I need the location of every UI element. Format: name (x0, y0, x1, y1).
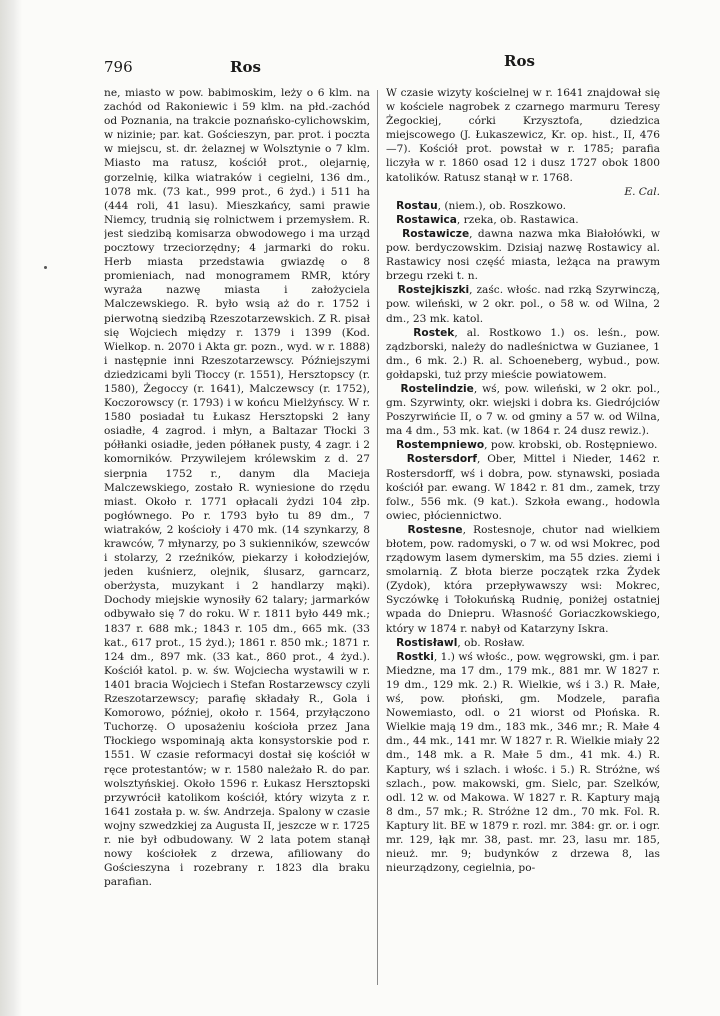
entry-body: wś, pow. wileński, w 2 okr. pol., gm. Szyrwinty, okr. wiejski i dobra ks. Giedrójciów Poszyrwińcie II, o 7 w. od gminy a 57 w. od Wilna, ma 4 dm., 53 mk. kat. (w 1864 r. 24 dusz rewiz.). (386, 382, 660, 438)
right-column (386, 86, 660, 986)
running-head-left: Ros (230, 58, 261, 76)
dictionary-entry: Rostek, al. Rostkowo 1.) os. leśn., pow. ządzborski, należy do nadleśnictwa w Guzianee, 1 dm., 6 mk. 2.) R. al. Schoeneberg, wybud., pow. gołdapski, tuż przy mieście powiatowem. (386, 326, 660, 381)
left-column (104, 86, 370, 986)
dictionary-entry: Rostelindzie, wś, pow. wileński, w 2 okr. pol., gm. Szyrwinty, okr. wiejski i dobra ks. Giedrójciów Poszyrwińcie II, o 7 w. od gminy a 57 w. od Wilna, ma 4 dm., 53 mk. kat. (w 1864 r. 24 dusz rewiz.). (386, 382, 660, 438)
dictionary-entry: Rostempniewo, pow. krobski, ob. Rostępniewo. (396, 439, 658, 452)
entry-headword: Rostejkiszki (397, 284, 470, 297)
entry-headword: Rostau (396, 199, 438, 212)
dictionary-entry: Rostisławl, ob. Rosław. (396, 636, 525, 649)
entry-headword: Rostempniewo (396, 439, 485, 452)
dictionary-entry: Rostawicze, dawna nazwa mka Białołówki, w pow. berdyczowskim. Dzisiaj nazwę Rostawicy al. Rastawicy nosi część miasta, leżąca na prawym brzegu rzeki t. n. (386, 227, 660, 283)
entry-headword: Rostesne (407, 523, 463, 536)
dictionary-entry: Rostejkiszki, zaśc. włośc. nad rzką Szyrwinczą, pow. wileński, w 2 okr. pol., o 58 w. od Wilna, 2 dm., 23 mk. katol. (386, 284, 660, 325)
dictionary-entry: Rostki, 1.) wś włośc., pow. węgrowski, gm. i par. Miedzne, ma 17 dm., 179 mk., 881 mr. W 1827 r. 19 dm., 129 mk. 2.) R. Wielkie, wś i 3.) R. Małe, wś, pow. płoński, gm. Modzele, parafia Nowemiasto, odl. o 21 wiorst od Płońska. R. Wielkie mają 19 dm., 183 mk., 346 mr.; R. Małe 4 dm., 44 mk., 141 mr. W 1827 r. R. Wielkie miały 22 dm., 148 mk. a R. Małe 5 dm., 41 mk. 4.) R. Kaptury, wś i szlach. i włośc. i 5.) R. Stróżne, wś szlach., pow. makowski, gm. Sielc, par. Szelków, odl. 12 w. od Makowa. W 1827 r. R. Kaptury mają 8 dm., 57 mk.; R. Stróżne 12 dm., 70 mk. Fol. R. Kaptury lit. BE w 1879 r. rozl. mr. 384: gr. or. i ogr. mr. 129, łąk mr. 38, past. mr. 23, lasu mr. 185, nieuż. mr. 9; budynków z drzewa 8, las nieurządzony, cegielnia, po- (386, 650, 660, 875)
entry-body: Ober, Mittel i Nieder, 1462 r. Rostersdorff, wś i dobra, pow. stynawski, posiada kościół par. ewang. W 1842 r. 81 dm., zamek, trzy folw., 556 mk. (9 kat.). Szkoła ewang., hodowla owiec, płóciennictwo. (386, 453, 660, 522)
running-head-right: Ros (504, 52, 535, 70)
entry-body: Rostesnoje, chutor nad wielkiem błotem, pow. radomyski, o 7 w. od wsi Mokrec, pod rządowym lasem dymerskim, ma 55 dzies. ziemi i smolarnią. Z błota bierze początek rzka Żydek (Zydok), która przepływawszy wsi: Mokrec, Syczówkę i Tołokuńską Rudnię, poniżej ostatniej wpada do Dniepru. Własność Goriaczkowskiego, który w 1874 r. nabył od Katarzyny Iskra. (386, 523, 660, 635)
entry-headword: Rostawica (396, 213, 457, 226)
entry-headword: Rostelindzie (400, 382, 474, 395)
entry-body: rzeka, ob. Rastawica. (463, 213, 579, 226)
continuation-text: W czasie wizyty kościelnej w r. 1641 znajdował się w kościele nagrobek z czarnego marmuru Teresy Żegockiej, córki Krzysztofa, dziedzica miejscowego (J. Łukaszewicz, Kr. op. hist., II, 476—7). Kościół prot. powstał w r. 1785; parafia liczyła w r. 1860 osad 12 i dusz 1727 obok 1800 katolików. Ratusz stanął w r. 1768. (386, 87, 660, 184)
entry-body: zaśc. włośc. nad rzką Szyrwinczą, pow. wileński, w 2 okr. pol., o 58 w. od Wilna, 2 dm., 23 mk. katol. (386, 284, 660, 325)
entry-headword: Rostawicze (402, 227, 470, 240)
dictionary-entry: Rostawica, rzeka, ob. Rastawica. (396, 213, 579, 226)
dictionary-entry: Rostau, (niem.), ob. Roszkowo. (396, 199, 566, 212)
page-number: 796 (104, 58, 133, 76)
entry-headword: Rostersdorf (406, 453, 477, 466)
column-divider (377, 90, 378, 985)
dictionary-entry: Rostesne, Rostesnoje, chutor nad wielkiem błotem, pow. radomyski, o 7 w. od wsi Mokrec, pod rządowym lasem dymerskim, ma 55 dzies. ziemi i smolarnią. Z błota bierze początek rzka Żydek (Zydok), która przepływawszy wsi: Mokrec, Syczówkę i Tołokuńską Rudnię, poniżej ostatniej wpada do Dniepru. Własność Goriaczkowskiego, który w 1874 r. nabył od Katarzyny Iskra. (386, 523, 660, 635)
entry-body: dawna nazwa mka Białołówki, w pow. berdyczowskim. Dzisiaj nazwę Rostawicy al. Rastawicy nosi część miasta, leżąca na prawym brzegu rzeki t. n. (386, 227, 660, 283)
dictionary-entries (386, 199, 660, 876)
entry-headword: Rostki (396, 650, 434, 663)
scan-speck (44, 266, 47, 269)
dictionary-entry: Rostersdorf, Ober, Mittel i Nieder, 1462 r. Rostersdorff, wś i dobra, pow. stynawski, posiada kościół par. ewang. W 1842 r. 81 dm., zamek, trzy folw., 556 mk. (9 kat.). Szkoła ewang., hodowla owiec, płóciennictwo. (386, 453, 660, 522)
page-header (0, 52, 720, 80)
scan-edge-shadow (0, 0, 22, 1016)
entry-body: pow. krobski, ob. Rostępniewo. (490, 439, 658, 452)
author-signature: E. Cal. (624, 185, 660, 198)
entry-body: 1.) wś włośc., pow. węgrowski, gm. i par. Miedzne, ma 17 dm., 179 mk., 881 mr. W 1827 r. 19 dm., 129 mk. 2.) R. Wielkie, wś i 3.) R. Małe, wś, pow. płoński, gm. Modzele, parafia Nowemiasto, odl. o 21 wiorst od Płońska. R. Wielkie mają 19 dm., 183 mk., 346 mr.; R. Małe 4 dm., 44 mk., 141 mr. W 1827 r. R. Wielkie miały 22 dm., 148 mk. a R. Małe 5 dm., 41 mk. 4.) R. Kaptury, wś i szlach. i włośc. i 5.) R. Stróżne, wś szlach., pow. makowski, gm. Sielc, par. Szelków, odl. 12 w. od Makowa. W 1827 r. R. Kaptury mają 8 dm., 57 mk.; R. Stróżne 12 dm., 70 mk. Fol. R. Kaptury lit. BE w 1879 r. rozl. mr. 384: gr. or. i ogr. mr. 129, łąk mr. 38, past. mr. 23, lasu mr. 185, nieuż. mr. 9; budynków z drzewa 8, las nieurządzony, cegielnia, po- (386, 650, 660, 875)
entry-headword: Rostek (413, 326, 455, 339)
entry-text-continuation (386, 86, 660, 199)
entry-text-continuation: ne, miasto w pow. babimoskim, leży o 6 klm. na zachód od Rakoniewic i 59 klm. na płd.-zachód od Poznania, na trakcie poznańsko-cylichowskim, w nizinie; par. kat. Gościeszyn, par. prot. i poczta w miejscu, st. dr. żelaznej w Wolsztynie o 7 klm. Miasto ma ratusz, kościół prot., olejarnię, gorzelnię, kilka wiatraków i cegielni, 136 dm., 1078 mk. (73 kat., 999 prot., 6 żyd.) i 511 ha (444 roli, 41 lasu). Mieszkańcy, sami prawie Niemcy, trudnią się rolnictwem i przemysłem. R. jest siedzibą komisarza obwodowego i ma urząd pocztowy trzeciorzędny; 4 jarmarki do roku. Herb miasta przedstawia gwiazdę o 8 promieniach, nad monogramem RMR, który wyraża nazwę miasta i założyciela Malczewskiego. R. było wsią aż do r. 1752 i pierwotną siedzibą Rzeszotarzewskich. Z R. pisał się Wojciech między r. 1379 i 1399 (Kod. Wielkop. n. 2070 i Akta gr. pozn., wyd. w r. 1888) i następnie inni Rzeszotarzewscy. Późniejszymi dziedzicami byli Tłoccy (r. 1551), Hersztopscy (r. 1580), Żegoccy (r. 1641), Malczewscy (r. 1752), Koczorowscy (r. 1793) i w końcu Mielżyńscy. W r. 1580 posiadał tu Łukasz Hersztopski 2 łany osiadłe, 4 zagrod. i młyn, a Baltazar Tłocki 3 półłanki osiadłe, jeden półłanek pusty, 4 zagr. i 2 komorników. Przywilejem królewskim z d. 27 sierpnia 1752 r., danym dla Macieja Malczewskiego, zostało R. wyniesione do rzędu miast. Około r. 1771 opłacali żydzi 104 złp. pogłównego. Po r. 1793 było tu 89 dm., 7 wiatraków, 2 kościoły i 470 mk. (14 szynkarzy, 8 krawców, 7 młynarzy, po 3 sukienników, szewców i stolarzy, 2 rzeźników, piekarzy i kołodziejów, jeden kuśnierz, olejnik, ślusarz, garncarz, oberżysta, muzykant i 2 handlarzy mąki). Dochody miejskie wynosiły 62 talary; jarmarków odbywało się 7 do roku. W r. 1811 było 449 mk.; 1837 r. 688 mk.; 1843 r. 105 dm., 665 mk. (33 kat., 617 prot., 15 żyd.); 1861 r. 850 mk.; 1871 r. 124 dm., 897 mk. (33 kat., 860 prot., 4 żyd.). Kościół katol. p. w. św. Wojciecha wystawili w r. 1401 bracia Wojciech i Stefan Rostarzewscy czyli Rzeszotarzewscy; parafię składały R., Gola i Komorowo, później, około r. 1564, przyłączono Tuchorzę. O uposażeniu kościoła przez Jana Tłockiego wspominają akta konsystorskie pod r. 1551. W czasie reformacyi dostał się kościół w ręce protestantów; w r. 1580 należało R. do par. wolsztyńskiej. Około 1596 r. Łukasz Hersztopski przywrócił katolikom kościół, który wizyta z r. 1641 została p. w. św. Andrzeja. Spalony w czasie wojny szwedzkiej za Augusta II, jeszcze w r. 1725 r. nie był odbudowany. W 2 lata potem stanął nowy kościołek z drzewa, afiliowany do Gościeszyna i rozebrany r. 1823 dla braku parafian. (104, 87, 370, 889)
entry-body: (niem.), ob. Roszkowo. (444, 199, 566, 212)
entry-headword: Rostisławl (396, 636, 458, 649)
entry-body: ob. Rosław. (464, 636, 525, 649)
entry-body: al. Rostkowo 1.) os. leśn., pow. ządzborski, należy do nadleśnictwa w Guzianee, 1 dm., 6 mk. 2.) R. al. Schoeneberg, wybud., pow. gołdapski, tuż przy mieście powiatowem. (386, 326, 660, 381)
